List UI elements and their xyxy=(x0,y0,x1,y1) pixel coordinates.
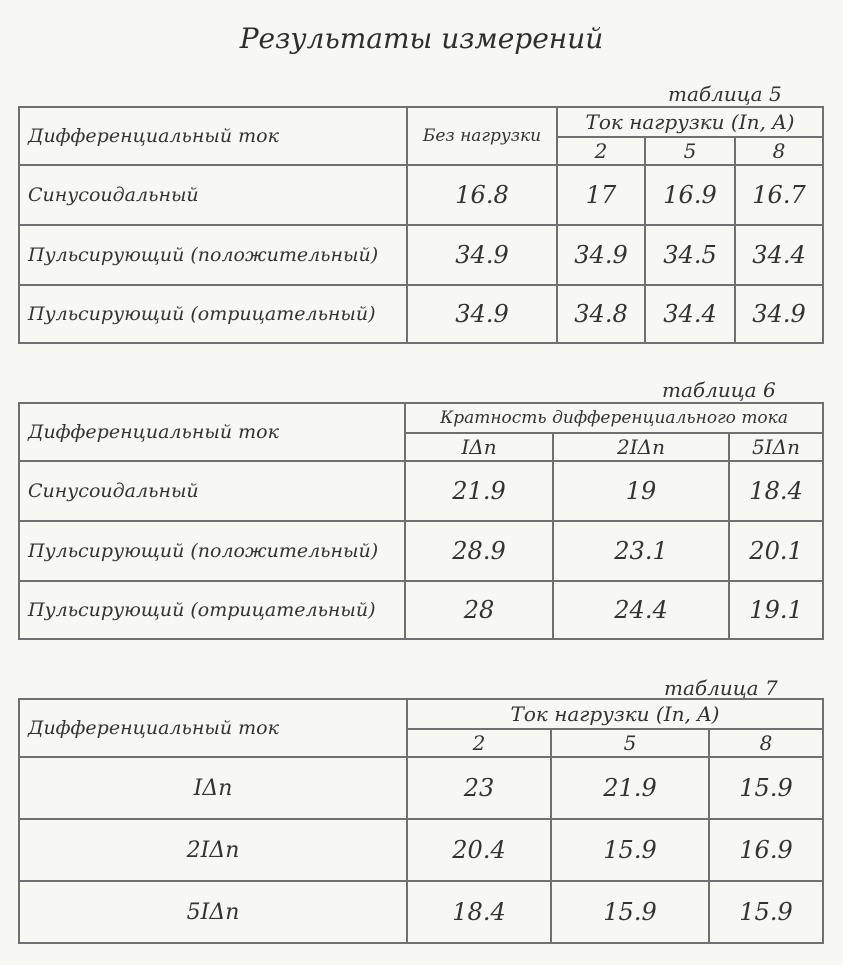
row-label: IΔn xyxy=(19,757,407,819)
table-row xyxy=(19,757,823,819)
row-label: Синусоидальный xyxy=(19,165,407,225)
table5 xyxy=(18,106,824,344)
table-cell: 28 xyxy=(405,581,553,639)
table-row xyxy=(19,225,823,285)
table5-subheader: 2 xyxy=(557,137,645,165)
row-label: Пульсирующий (отрицательный) xyxy=(19,581,405,639)
table6-subheader: 2IΔn xyxy=(553,433,729,461)
table-cell: 17 xyxy=(557,165,645,225)
table-row xyxy=(19,285,823,343)
table-cell: 34.9 xyxy=(407,225,557,285)
table-cell: 23.1 xyxy=(553,521,729,581)
table-row xyxy=(19,521,823,581)
table-row xyxy=(19,165,823,225)
table-cell: 34.4 xyxy=(735,225,823,285)
table-cell: 15.9 xyxy=(551,881,709,943)
table5-subheader: 8 xyxy=(735,137,823,165)
table-row xyxy=(19,581,823,639)
table5-caption: таблица 5 xyxy=(668,82,782,106)
table-row xyxy=(19,461,823,521)
page-title: Результаты измерений xyxy=(239,22,604,55)
row-label: 2IΔn xyxy=(19,819,407,881)
row-label: Синусоидальный xyxy=(19,461,405,521)
table7-subheader: 8 xyxy=(709,729,823,757)
table5-no-load-header: Без нагрузки xyxy=(407,107,557,165)
table5-corner-header: Дифференциальный ток xyxy=(19,107,407,165)
table-cell: 21.9 xyxy=(405,461,553,521)
table-cell: 34.9 xyxy=(735,285,823,343)
table6-subheader: 5IΔn xyxy=(729,433,823,461)
table7 xyxy=(18,698,824,944)
table-cell: 34.5 xyxy=(645,225,735,285)
table-cell: 16.9 xyxy=(645,165,735,225)
table-cell: 20.1 xyxy=(729,521,823,581)
table5-load-group-header: Ток нагрузки (In, A) xyxy=(557,107,823,137)
table-cell: 19.1 xyxy=(729,581,823,639)
table6-caption: таблица 6 xyxy=(662,378,776,402)
table-cell: 15.9 xyxy=(709,757,823,819)
table7-subheader: 2 xyxy=(407,729,551,757)
table-cell: 15.9 xyxy=(709,881,823,943)
table6-subheader: IΔn xyxy=(405,433,553,461)
table5-subheader: 5 xyxy=(645,137,735,165)
table-cell: 24.4 xyxy=(553,581,729,639)
table-cell: 34.4 xyxy=(645,285,735,343)
table6-corner-header: Дифференциальный ток xyxy=(19,403,405,461)
table-cell: 18.4 xyxy=(729,461,823,521)
table-row xyxy=(19,819,823,881)
table-cell: 19 xyxy=(553,461,729,521)
table-cell: 20.4 xyxy=(407,819,551,881)
table-cell: 34.8 xyxy=(557,285,645,343)
table7-group-header: Ток нагрузки (In, A) xyxy=(407,699,823,729)
table-cell: 23 xyxy=(407,757,551,819)
table-cell: 15.9 xyxy=(551,819,709,881)
table-cell: 16.8 xyxy=(407,165,557,225)
table-cell: 16.7 xyxy=(735,165,823,225)
table-cell: 34.9 xyxy=(557,225,645,285)
table7-corner-header: Дифференциальный ток xyxy=(19,699,407,757)
row-label: Пульсирующий (положительный) xyxy=(19,521,405,581)
table-cell: 21.9 xyxy=(551,757,709,819)
row-label: Пульсирующий (положительный) xyxy=(19,225,407,285)
row-label: 5IΔn xyxy=(19,881,407,943)
table-row xyxy=(19,881,823,943)
table-cell: 16.9 xyxy=(709,819,823,881)
table6 xyxy=(18,402,824,640)
table-cell: 18.4 xyxy=(407,881,551,943)
table-cell: 28.9 xyxy=(405,521,553,581)
table7-caption: таблица 7 xyxy=(664,676,778,700)
row-label: Пульсирующий (отрицательный) xyxy=(19,285,407,343)
table-cell: 34.9 xyxy=(407,285,557,343)
table6-group-header: Кратность дифференциального тока xyxy=(405,403,823,433)
table7-subheader: 5 xyxy=(551,729,709,757)
